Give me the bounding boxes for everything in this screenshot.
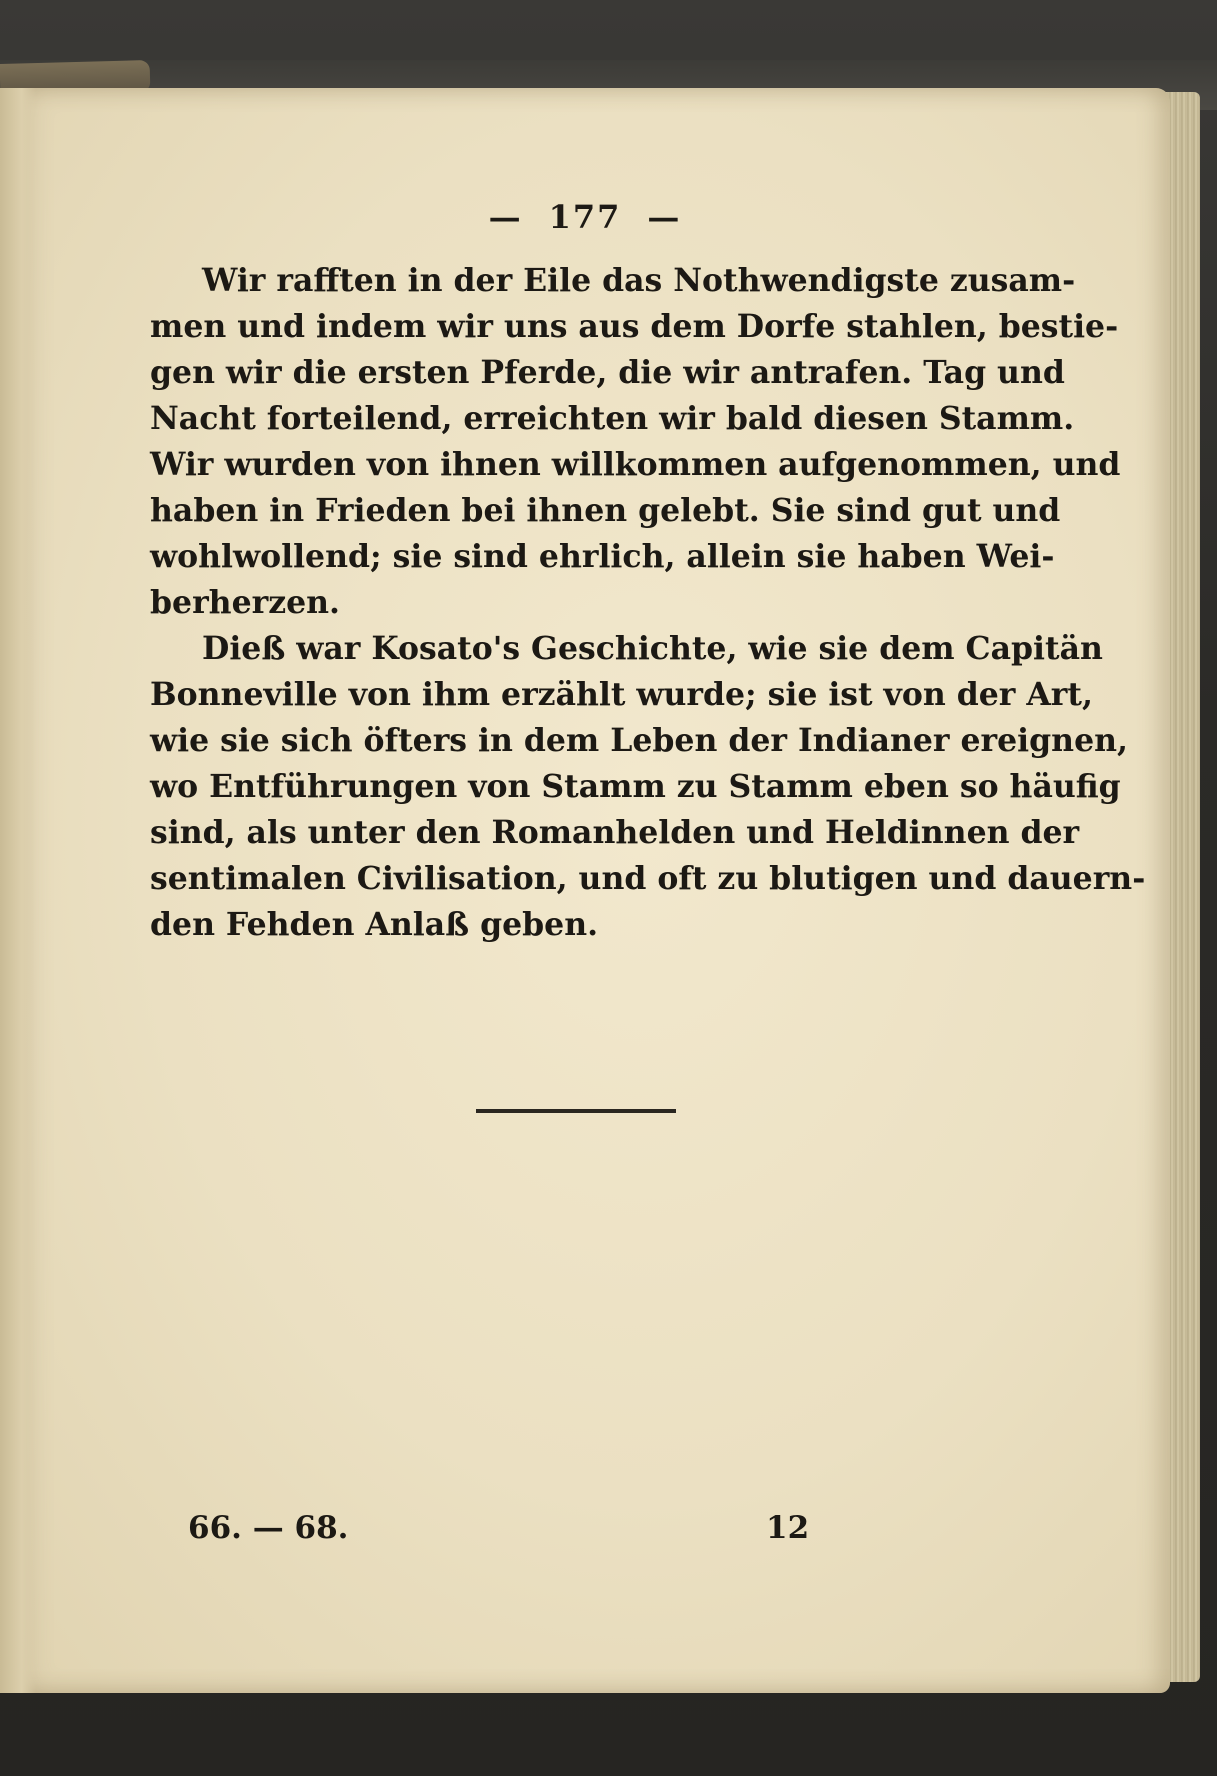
paragraph-1 (150, 258, 1121, 626)
header-dash-right: — (647, 198, 682, 236)
text-line: men und indem wir uns aus dem Dorfe stahlen, bestie- (150, 308, 1119, 345)
text-line: Nacht forteilend, erreichten wir bald diesen Stamm. (150, 400, 1075, 437)
page-number: 177 (548, 198, 622, 236)
text-line: Bonneville von ihm erzählt wurde; sie ist von der Art, (150, 676, 1093, 713)
text-line: den Fehden Anlaß geben. (150, 906, 599, 943)
text-line: wohlwollend; sie sind ehrlich, allein sie haben Wei- (150, 538, 1055, 575)
body-text (150, 258, 1146, 948)
text-line: Wir wurden von ihnen willkommen aufgenommen, und (150, 446, 1121, 483)
paragraph-2 (150, 626, 1146, 948)
text-line: berherzen. (150, 584, 340, 621)
page-gutter (0, 88, 36, 1693)
header-dash-left: — (488, 198, 523, 236)
text-line: gen wir die ersten Pferde, die wir antrafen. Tag und (150, 354, 1065, 391)
text-line: wo Entführungen von Stamm zu Stamm eben so häufig (150, 768, 1121, 805)
text-line: Dieß war Kosato's Geschichte, wie sie dem Capitän (202, 630, 1103, 667)
text-line: sind, als unter den Romanhelden und Heldinnen der (150, 814, 1080, 851)
text-line: sentimalen Civilisation, und oft zu blutigen und dauern- (150, 860, 1146, 897)
text-line: wie sie sich öfters in dem Leben der Indianer ereignen, (150, 722, 1128, 759)
page-header (0, 198, 1170, 236)
footer-signature: 66. — 68. (188, 1510, 349, 1546)
book-page (0, 88, 1170, 1693)
footer-sheet-number: 12 (766, 1510, 810, 1546)
section-end-rule (476, 1109, 676, 1113)
text-line: haben in Frieden bei ihnen gelebt. Sie sind gut und (150, 492, 1061, 529)
text-line: Wir rafften in der Eile das Nothwendigste zusam- (202, 262, 1076, 299)
